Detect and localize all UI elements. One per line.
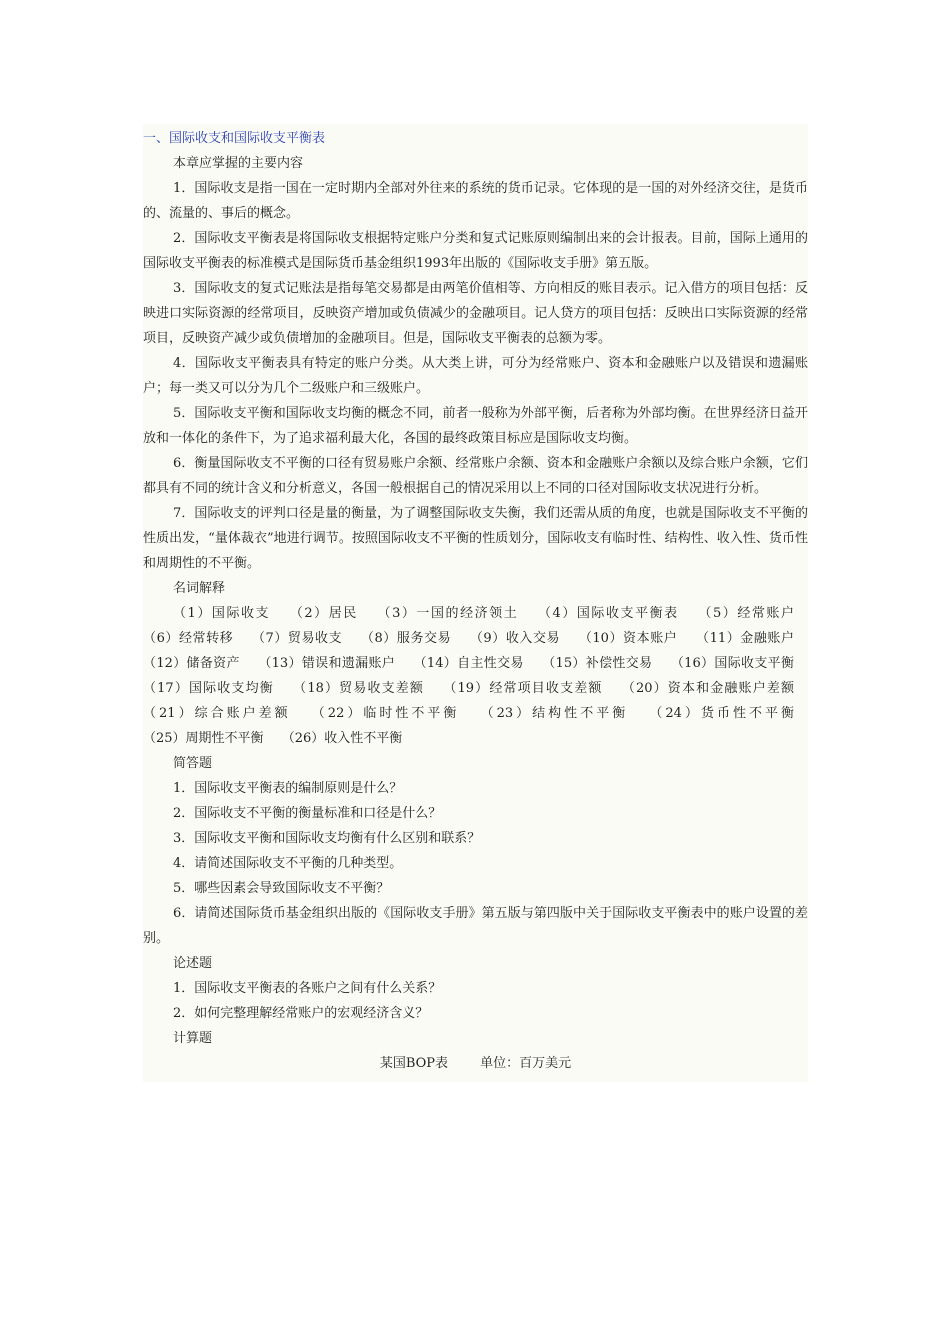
term-item: （4）国际收支平衡表 bbox=[537, 606, 679, 621]
term-item: （18）贸易收支差额 bbox=[293, 681, 425, 696]
term-item: （25）周期性不平衡 bbox=[143, 731, 264, 746]
essay-question: 2．如何完整理解经常账户的宏观经济含义？ bbox=[173, 1006, 429, 1021]
term-item: （2）居民 bbox=[289, 606, 358, 621]
term-item: （14）自主性交易 bbox=[413, 656, 524, 671]
paragraph: 2．国际收支平衡表是将国际收支根据特定账户分类和复式记账原则编制出来的会计报表。目前，国际上通用的国际收支平衡表的标准模式是国际货币基金组织1993年出版的《国际收支手册》第五版。 bbox=[143, 231, 808, 271]
term-item: （26）收入性不平衡 bbox=[281, 731, 403, 746]
calculation-title: 计算题 bbox=[173, 1031, 213, 1046]
table-unit: 单位：百万美元 bbox=[480, 1056, 572, 1071]
paragraph: 6．衡量国际收支不平衡的口径有贸易账户余额、经常账户余额、资本和金融账户余额以及综合账户余额，它们都具有不同的统计含义和分析意义，各国一般根据自己的情况采用以上不同的口径对国际收支状况进行分析。 bbox=[143, 456, 808, 496]
main-content-title: 本章应掌握的主要内容 bbox=[173, 156, 304, 171]
term-item: （1）国际收支 bbox=[173, 606, 271, 621]
term-item: （6）经常转移 bbox=[143, 631, 234, 646]
document-body bbox=[143, 124, 808, 1082]
term-item: （12）储备资产 bbox=[143, 656, 240, 671]
term-item: （20）资本和金融账户差额 bbox=[621, 681, 794, 696]
short-answer-title: 简答题 bbox=[173, 756, 213, 771]
term-item: （15）补偿性交易 bbox=[542, 656, 653, 671]
term-item: （8）服务交易 bbox=[360, 631, 452, 646]
term-item: （21）综合账户差额 bbox=[143, 706, 291, 721]
short-question: 1．国际收支平衡表的编制原则是什么？ bbox=[173, 781, 403, 796]
short-question: 5．哪些因素会导致国际收支不平衡？ bbox=[173, 881, 390, 896]
term-item: （9）收入交易 bbox=[469, 631, 561, 646]
term-item: （17）国际收支均衡 bbox=[143, 681, 274, 696]
table-caption-line bbox=[143, 1051, 808, 1076]
short-question: 2．国际收支不平衡的衡量标准和口径是什么？ bbox=[173, 806, 442, 821]
term-item: （23）结构性不平衡 bbox=[480, 706, 629, 721]
section-heading: 一、国际收支和国际收支平衡表 bbox=[143, 131, 326, 146]
short-question: 3．国际收支平衡和国际收支均衡有什么区别和联系？ bbox=[173, 831, 481, 846]
short-question: 6．请简述国际货币基金组织出版的《国际收支手册》第五版与第四版中关于国际收支平衡表中的账户设置的差别。 bbox=[143, 906, 808, 946]
term-item: （24）货币性不平衡 bbox=[649, 706, 795, 721]
term-item: （13）错误和遗漏账户 bbox=[258, 656, 396, 671]
term-item: （16）国际收支平衡 bbox=[670, 656, 795, 671]
short-question: 4．请简述国际收支不平衡的几种类型。 bbox=[173, 856, 403, 871]
table-caption: 某国BOP表 bbox=[379, 1056, 449, 1071]
term-item: （3）一国的经济领土 bbox=[377, 606, 519, 621]
paragraph: 1．国际收支是指一国在一定时期内全部对外往来的系统的货币记录。它体现的是一国的对外经济交往，是货币的、流量的、事后的概念。 bbox=[143, 181, 808, 221]
paragraph: 3．国际收支的复式记账法是指每笔交易都是由两笔价值相等、方向相反的账目表示。记入借方的项目包括：反映进口实际资源的经常项目，反映资产增加或负债减少的金融项目。记人贷方的项目包括：反映出口实际资源的经常项目，反映资产减少或负债增加的金融项目。但是，国际收支平衡表的总额为零。 bbox=[143, 281, 808, 346]
term-item: （19）经常项目收支差额 bbox=[443, 681, 603, 696]
terms-title: 名词解释 bbox=[173, 581, 226, 596]
essay-title: 论述题 bbox=[173, 956, 213, 971]
term-item: （10）资本账户 bbox=[578, 631, 678, 646]
paragraph: 7．国际收支的评判口径是量的衡量，为了调整国际收支失衡，我们还需从质的角度，也就是国际收支不平衡的性质出发，“量体裁衣”地进行调节。按照国际收支不平衡的性质划分，国际收支有临时性、结构性、收入性、货币性和周期性的不平衡。 bbox=[143, 506, 808, 571]
term-item: （22）临时性不平衡 bbox=[311, 706, 460, 721]
paragraph: 5．国际收支平衡和国际收支均衡的概念不同，前者一般称为外部平衡，后者称为外部均衡。在世界经济日益开放和一体化的条件下，为了追求福利最大化，各国的最终政策目标应是国际收支均衡。 bbox=[143, 406, 808, 446]
term-item: （7）贸易收支 bbox=[251, 631, 343, 646]
essay-question: 1．国际收支平衡表的各账户之间有什么关系？ bbox=[173, 981, 442, 996]
term-item: （11）金融账户 bbox=[696, 631, 794, 646]
terms-list bbox=[143, 601, 808, 751]
paragraph: 4．国际收支平衡表具有特定的账户分类。从大类上讲，可分为经常账户、资本和金融账户以及错误和遗漏账户；每一类又可以分为几个二级账户和三级账户。 bbox=[143, 356, 808, 396]
term-item: （5）经常账户 bbox=[698, 606, 794, 621]
